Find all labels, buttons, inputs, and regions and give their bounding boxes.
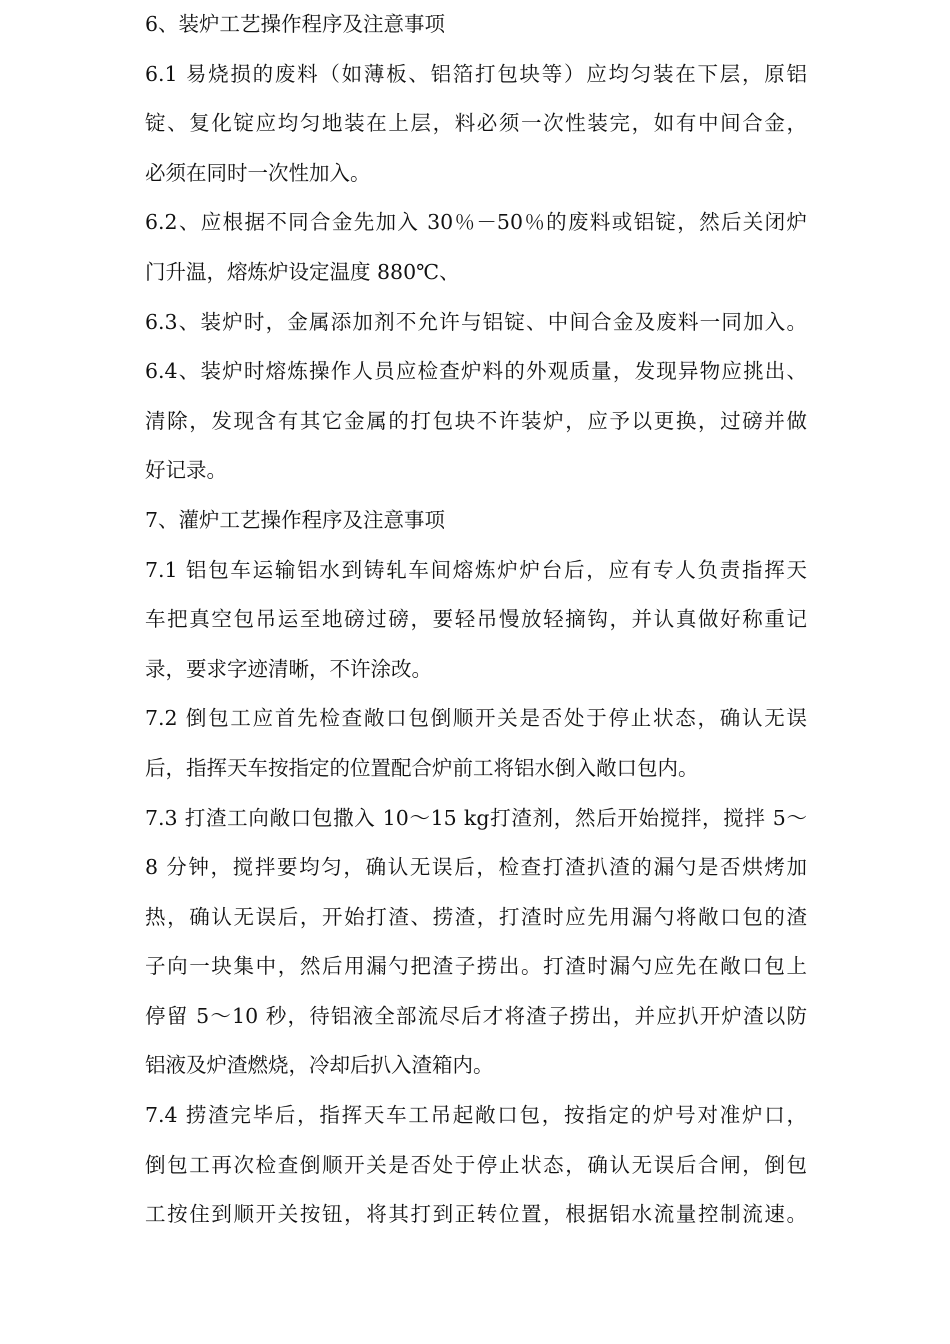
text-line: 子向一块集中，然后用漏勺把渣子捞出。打渣时漏勺应先在敞口包上 [145,954,807,979]
text-line: 录，要求字迹清晰，不许涂改。 [145,656,432,681]
text-line: 必须在同时一次性加入。 [145,160,371,185]
text-line: 6.3、装炉时，金属添加剂不允许与铝锭、中间合金及废料一同加入。 [145,309,807,334]
text-line: 门升温，熔炼炉设定温度 880℃、 [145,259,460,284]
text-line: 8 分钟，搅拌要均匀，确认无误后，检查打渣扒渣的漏勺是否烘烤加 [145,855,807,880]
text-line: 后，指挥天车按指定的位置配合炉前工将铝水倒入敞口包内。 [145,755,699,780]
text-line: 7.2 倒包工应首先检查敞口包倒顺开关是否处于停止状态，确认无误 [145,706,807,731]
text-line: 清除，发现含有其它金属的打包块不许装炉，应予以更换，过磅并做 [145,408,807,433]
text-line: 7.1 铝包车运输铝水到铸轧车间熔炼炉炉台后，应有专人负责指挥天 [145,557,807,582]
text-line: 车把真空包吊运至地磅过磅，要轻吊慢放轻摘钩，并认真做好称重记 [145,607,807,632]
text-line: 7.4 捞渣完毕后，指挥天车工吊起敞口包，按指定的炉号对准炉口， [145,1103,807,1128]
text-line: 好记录。 [145,458,227,483]
text-line: 工按住到顺开关按钮，将其打到正转位置，根据铝水流量控制流速。 [145,1202,807,1227]
text-line: 热，确认无误后，开始打渣、捞渣，打渣时应先用漏勺将敞口包的渣 [145,904,807,929]
text-line: 停留 5～10 秒，待铝液全部流尽后才将渣子捞出，并应扒开炉渣以防 [145,1003,807,1028]
document-body [145,0,807,1240]
text-line: 倒包工再次检查倒顺开关是否处于停止状态，确认无误后合闸，倒包 [145,1152,807,1177]
text-line: 铝液及炉渣燃烧，冷却后扒入渣箱内。 [145,1053,494,1078]
text-line: 6.1 易烧损的废料（如薄板、铝箔打包块等）应均匀装在下层，原铝 [145,61,807,86]
text-line: 6.2、应根据不同合金先加入 30％－50％的废料或铝锭，然后关闭炉 [145,210,807,235]
text-line: 6、装炉工艺操作程序及注意事项 [145,12,446,36]
text-line: 锭、复化锭应均匀地装在上层，料必须一次性装完，如有中间合金， [145,111,807,136]
text-line: 7.3 打渣工向敞口包撒入 10～15 kg打渣剂，然后开始搅拌，搅拌 5～ [145,805,807,830]
text-line: 7、灌炉工艺操作程序及注意事项 [145,507,446,532]
text-line: 6.4、装炉时熔炼操作人员应检查炉料的外观质量，发现异物应挑出、 [145,359,807,384]
